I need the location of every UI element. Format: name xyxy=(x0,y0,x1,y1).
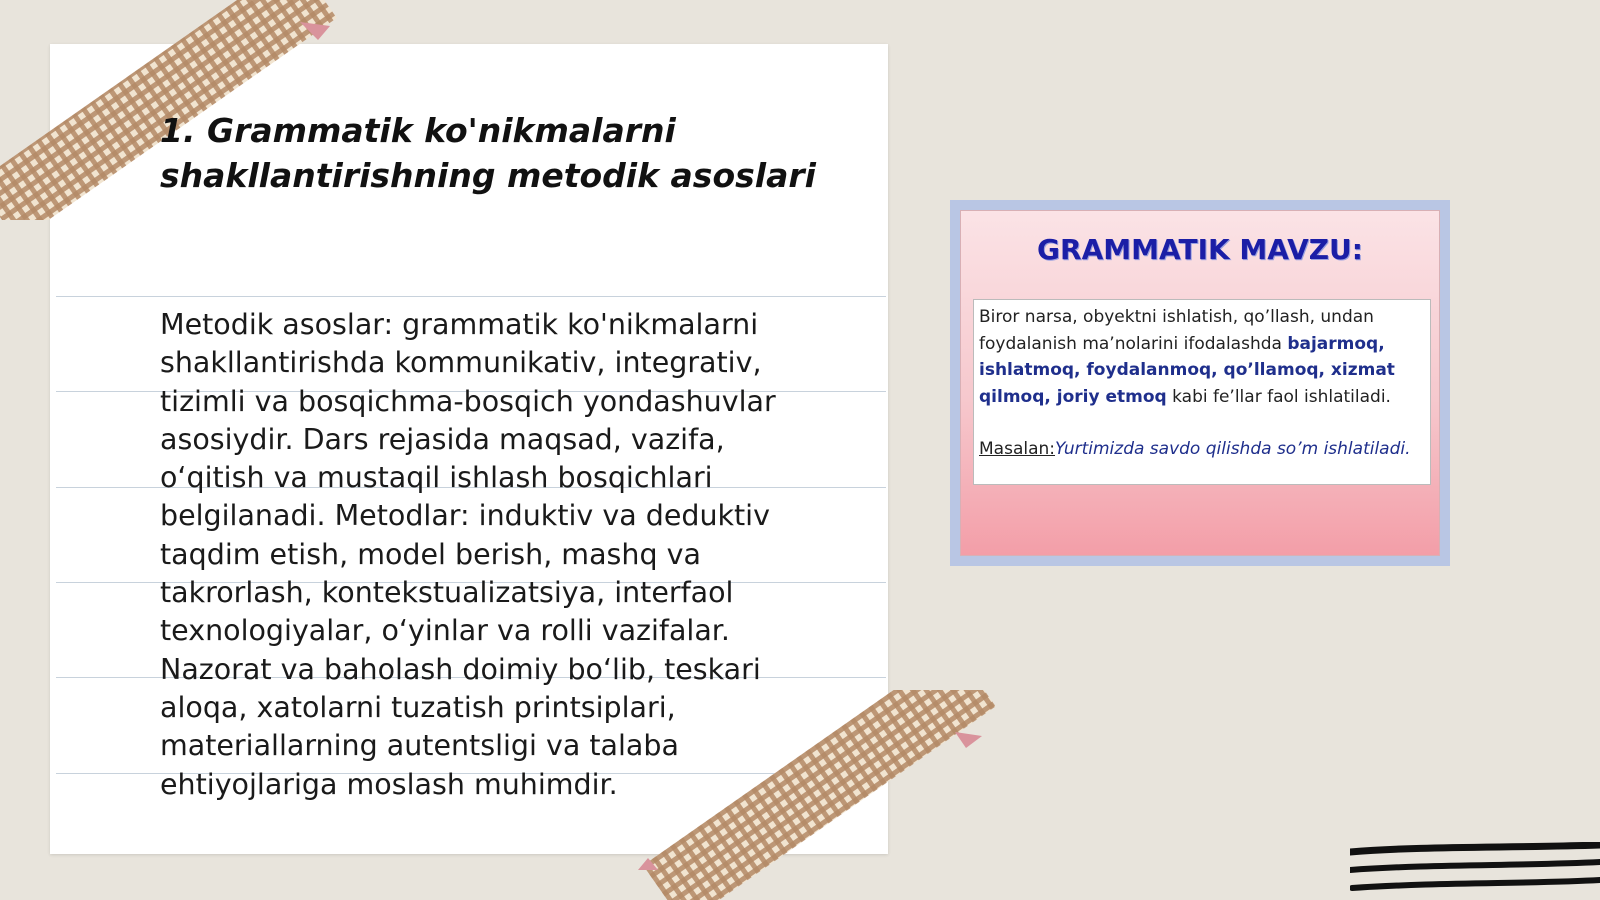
body-line: Nazorat va baholash doimiy bo‘lib, teskari xyxy=(160,652,761,686)
slide-text-box xyxy=(973,299,1431,485)
body-line: taqdim etish, model berish, mashq va xyxy=(160,537,701,571)
slide-intro-text: Biror narsa, obyektni ishlatish, qo’llash, undan foydalanish ma’nolarini ifodalashda xyxy=(979,307,1374,354)
slide-heading: GRAMMATIK MAVZU: xyxy=(1037,233,1363,266)
grammar-topic-slide-image xyxy=(950,200,1450,566)
paper-rule-line xyxy=(56,296,886,297)
body-line: o‘qitish va mustaqil ishlash bosqichlari xyxy=(160,461,713,495)
slide-example xyxy=(979,436,1425,463)
title-line-1: 1. Grammatik ko'nikmalarni xyxy=(160,111,676,150)
slide-description xyxy=(979,304,1425,410)
body-line: belgilanadi. Metodlar: induktiv va deduktiv xyxy=(160,499,770,533)
body-line: tizimli va bosqichma-bosqich yondashuvlar xyxy=(160,384,776,418)
body-line: asosiydir. Dars rejasida maqsad, vazifa, xyxy=(160,422,725,456)
body-line: Metodik asoslar: grammatik ko'nikmalarni xyxy=(160,308,759,341)
body-line: shakllantirishda kommunikativ, integrativ, xyxy=(160,346,762,380)
title-line-2: shakllantirishning metodik asoslari xyxy=(160,156,816,195)
body-line: aloqa, xatolarni tuzatish printsiplari, xyxy=(160,690,676,724)
example-text: Yurtimizda savdo qilishda so’m ishlatiladi. xyxy=(1055,439,1411,459)
slide-outro-text: kabi fe’llar faol ishlatiladi. xyxy=(1166,386,1391,407)
body-line: texnologiyalar, o‘yinlar va rolli vazifalar. xyxy=(160,614,730,648)
body-line: materiallarning autentsligi va talaba xyxy=(160,729,679,763)
body-line: ehtiyojlariga moslash muhimdir. xyxy=(160,767,618,801)
example-label: Masalan: xyxy=(979,439,1056,459)
body-line: takrorlash, kontekstualizatsiya, interfaol xyxy=(160,576,734,610)
body-paragraph xyxy=(160,306,840,804)
slide-verbs-highlight: bajarmoq, ishlatmoq, foydalanmoq, qo’llamoq, xizmat qilmoq, joriy etmoq xyxy=(979,333,1395,407)
decorative-lines xyxy=(1350,842,1600,900)
page-title xyxy=(160,108,860,198)
slide-panel xyxy=(960,210,1440,556)
